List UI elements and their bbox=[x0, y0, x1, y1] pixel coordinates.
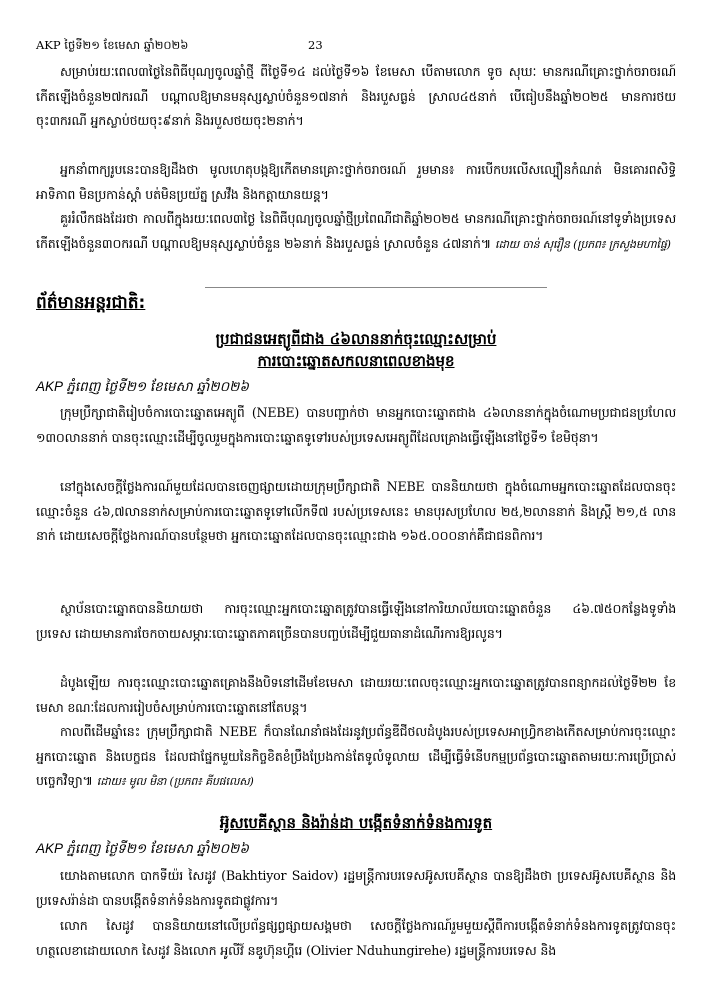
article2-paragraph-3: ស្ថាប័នបោះឆ្នោតបាននិយាយថា ការចុះឈ្មោះអ្នកបោះឆ្នោតត្រូវបានធ្វើឡើងនៅការិយាល័យបោះឆ្នោតចំនួន ៤៦.៧៥០កន្លែងទូទាំងប្រទេស ដោយមានការចែកចាយសម្ភារៈបោះឆ្នោតភាគច្រើនបានបញ្ចប់ដើម្បីជួយធានាដំណើរការឱ្យរលូន។ bbox=[36, 601, 676, 641]
header-source-date: AKP ថ្ងៃទី២១ ខែមេសា ឆ្នាំ២០២៦ bbox=[36, 38, 189, 52]
article2-headline bbox=[36, 328, 676, 372]
article1-byline: ដោយ ចាន់ សុរឿន (ប្រភព៖ ក្រសួងមហាផ្ទៃ) bbox=[494, 237, 671, 251]
section-divider bbox=[205, 287, 547, 288]
article2-paragraph-2: នៅក្នុងសេចក្ដីថ្លែងការណ៍មួយដែលបានចេញផ្សាយដោយក្រុមប្រឹក្សាជាតិ NEBE បាននិយាយថា ក្នុងចំណោមអ្នកបោះឆ្នោតដែលបានចុះឈ្មោះចំនួន ៤៦,៧លាននាក់សម្រាប់ការបោះឆ្នោតទូទៅលើកទី៧ របស់ប្រទេសនេះ មានបុរសប្រហែល ២៥,២លាននាក់ និងស្ត្រី ២១,៥ លាននាក់ ដោយសេចក្ដីថ្លែងការណ៍បានបន្ថែមថា អ្នកបោះឆ្នោតដែលបានចុះឈ្មោះជាង ១៦៥.០០០នាក់គឺជាជនពិការ។ bbox=[36, 479, 676, 543]
page-header bbox=[36, 38, 676, 54]
article2-paragraph-4: ដំបូងឡើយ ការចុះឈ្មោះបោះឆ្នោតគ្រោងនឹងបិទនៅដើមខែមេសា ដោយរយៈពេលចុះឈ្មោះអ្នកបោះឆ្នោតត្រូវបានពន្យាកដល់ថ្ងៃទី២២ ខែមេសា ខណៈដែលការរៀបចំសម្រាប់ការបោះឆ្នោតនៅតែបន្ត។ bbox=[36, 675, 676, 715]
article3-paragraph-1: យោងតាមលោក បាកទីយ៉រ សៃដូវ (Bakhtiyor Saidov) រដ្ឋមន្ត្រីការបរទេសអ៊ូសបេគីស្ថាន បានឱ្យដឹងថា ប្រទេសអ៊ូសបេគីស្ថាន និងប្រទេសរ៉ាន់ដា បានបង្កើតទំនាក់ទំនងការទូតជាផ្លូវការ។ bbox=[36, 868, 676, 908]
article2-dateline: AKP ភ្នំពេញ ថ្ងៃទី២១ ខែមេសា ឆ្នាំ២០២៦ bbox=[36, 379, 249, 394]
article2-headline-line-2: ការបោះឆ្នោតសកលនាពេលខាងមុខ bbox=[257, 352, 455, 370]
section-title: ព័ត៌មានអន្តរជាតិ: bbox=[36, 293, 146, 313]
article2-byline: ដោយ៖ មូល មិនា (ប្រភព៖ គីបផលេស) bbox=[96, 775, 254, 788]
article1-paragraph-2: អ្នកនាំពាក្យរូបនេះបានឱ្យដឹងថា មូលហេតុបង្កឱ្យកើតមានគ្រោះថ្នាក់ចរាចរណ៍ រួមមាន៖ ការបើកបរលើសល្បឿនកំណត់ មិនគោរពសិទ្ធិអាទិភាព មិនប្រកាន់ស្ដាំ បត់មិនប្រយ័ត្ន ស្រវឹង និងកត្តាយានយន្ត។ bbox=[36, 162, 676, 202]
page-number: 23 bbox=[308, 38, 323, 52]
article3-headline: អ៊ូសបេគីស្ថាន និងរ៉ាន់ដា បង្កើតទំនាក់ទំនងការទូត bbox=[219, 814, 493, 832]
article2-headline-line-1: ប្រជាជនអេត្យូពីជាង ៤៦លាននាក់ចុះឈ្មោះសម្រាប់ bbox=[215, 330, 497, 348]
article2-paragraph-5 bbox=[36, 720, 676, 795]
article2-paragraph-1: ក្រុមប្រឹក្សាជាតិរៀបចំការបោះឆ្នោតអេត្យូពី (NEBE) បានបញ្ជាក់ថា មានអ្នកបោះឆ្នោតជាង ៤៦លាននាក់ក្នុងចំណោមប្រជាជនប្រហែល ១៣០លាននាក់ បានចុះឈ្មោះដើម្បីចូលរួមក្នុងការបោះឆ្នោតទូទៅរបស់ប្រទេសអេត្យូពីដែលគ្រោងធ្វើឡើងនៅថ្ងៃទី១ ខែមិថុនា។ bbox=[36, 405, 676, 445]
article1-paragraph-3-text: គួររំលឹកផងដែរថា កាលពីក្នុងរយៈពេល៣ថ្ងៃ នៃពិធីបុណ្យចូលឆ្នាំថ្មីប្រពៃណីជាតិឆ្នាំ២០២៥ មានករណីគ្រោះថ្នាក់ចរាចរណ៍នៅទូទាំងប្រទេសកើតឡើងចំនួន៣០ករណី បណ្ដាលឱ្យមនុស្សស្លាប់ចំនួន ២៦នាក់ និងរបួសធ្ងន់ ស្រាលចំនួន ៤៧នាក់៕ bbox=[36, 211, 676, 251]
article1-paragraph-3 bbox=[36, 207, 676, 257]
article1-paragraph-1: សម្រាប់រយៈពេល៣ថ្ងៃនៃពិធីបុណ្យចូលឆ្នាំថ្មី ពីថ្ងៃទី១៤ ដល់ថ្ងៃទី១៦ ខែមេសា បើតាមលោក ទូច សុឃៈ មានករណីគ្រោះថ្នាក់ចរាចរណ៍កើតឡើងចំនួន២៧ករណី បណ្ដាលឱ្យមានមនុស្សស្លាប់ចំនួន១៧នាក់ និងរបួសធ្ងន់ ស្រាល៤៥នាក់ បើធៀបនឹងឆ្នាំ២០២៥ មានការថយចុះ៣ករណី អ្នកស្លាប់ថយចុះ៩នាក់ និងរបួសថយចុះ២នាក់។ bbox=[36, 64, 676, 128]
article2-paragraph-5-text: កាលពីដើមឆ្នាំនេះ ក្រុមប្រឹក្សាជាតិ NEBE ក៏បានណែនាំផងដែរនូវប្រព័ន្ធឌីជីថលដំបូងរបស់ប្រទេសអាហ្វ្រិកខាងកើតសម្រាប់ការចុះឈ្មោះអ្នកបោះឆ្នោត និងបេក្ខជន ដែលជាផ្នែកមួយនៃកិច្ចខិតខំប្រឹងប្រែងកាន់តែទូលំទូលាយ ដើម្បីធ្វើទំនើបកម្មប្រព័ន្ធបោះឆ្នោតតាមរយៈការប្រើប្រាស់បច្ចេកវិទ្យា៕ bbox=[36, 724, 676, 788]
article3-paragraph-2: លោក សៃដូវ បាននិយាយនៅលើប្រព័ន្ធផ្សព្វផ្សាយសង្គមថា សេចក្ដីថ្លែងការណ៍រួមមួយស្ដីពីការបង្កើតទំនាក់ទំនងការទូតត្រូវបានចុះហត្ថលេខាដោយលោក សៃដូវ និងលោក អូលីវ៍ នឌូហ៊ុនហ្គីរេ (Olivier Nduhungirehe) រដ្ឋមន្ត្រីការបរទេស និង bbox=[36, 918, 676, 958]
article3-dateline: AKP ភ្នំពេញ ថ្ងៃទី២១ ខែមេសា ឆ្នាំ២០២៦ bbox=[36, 841, 249, 856]
